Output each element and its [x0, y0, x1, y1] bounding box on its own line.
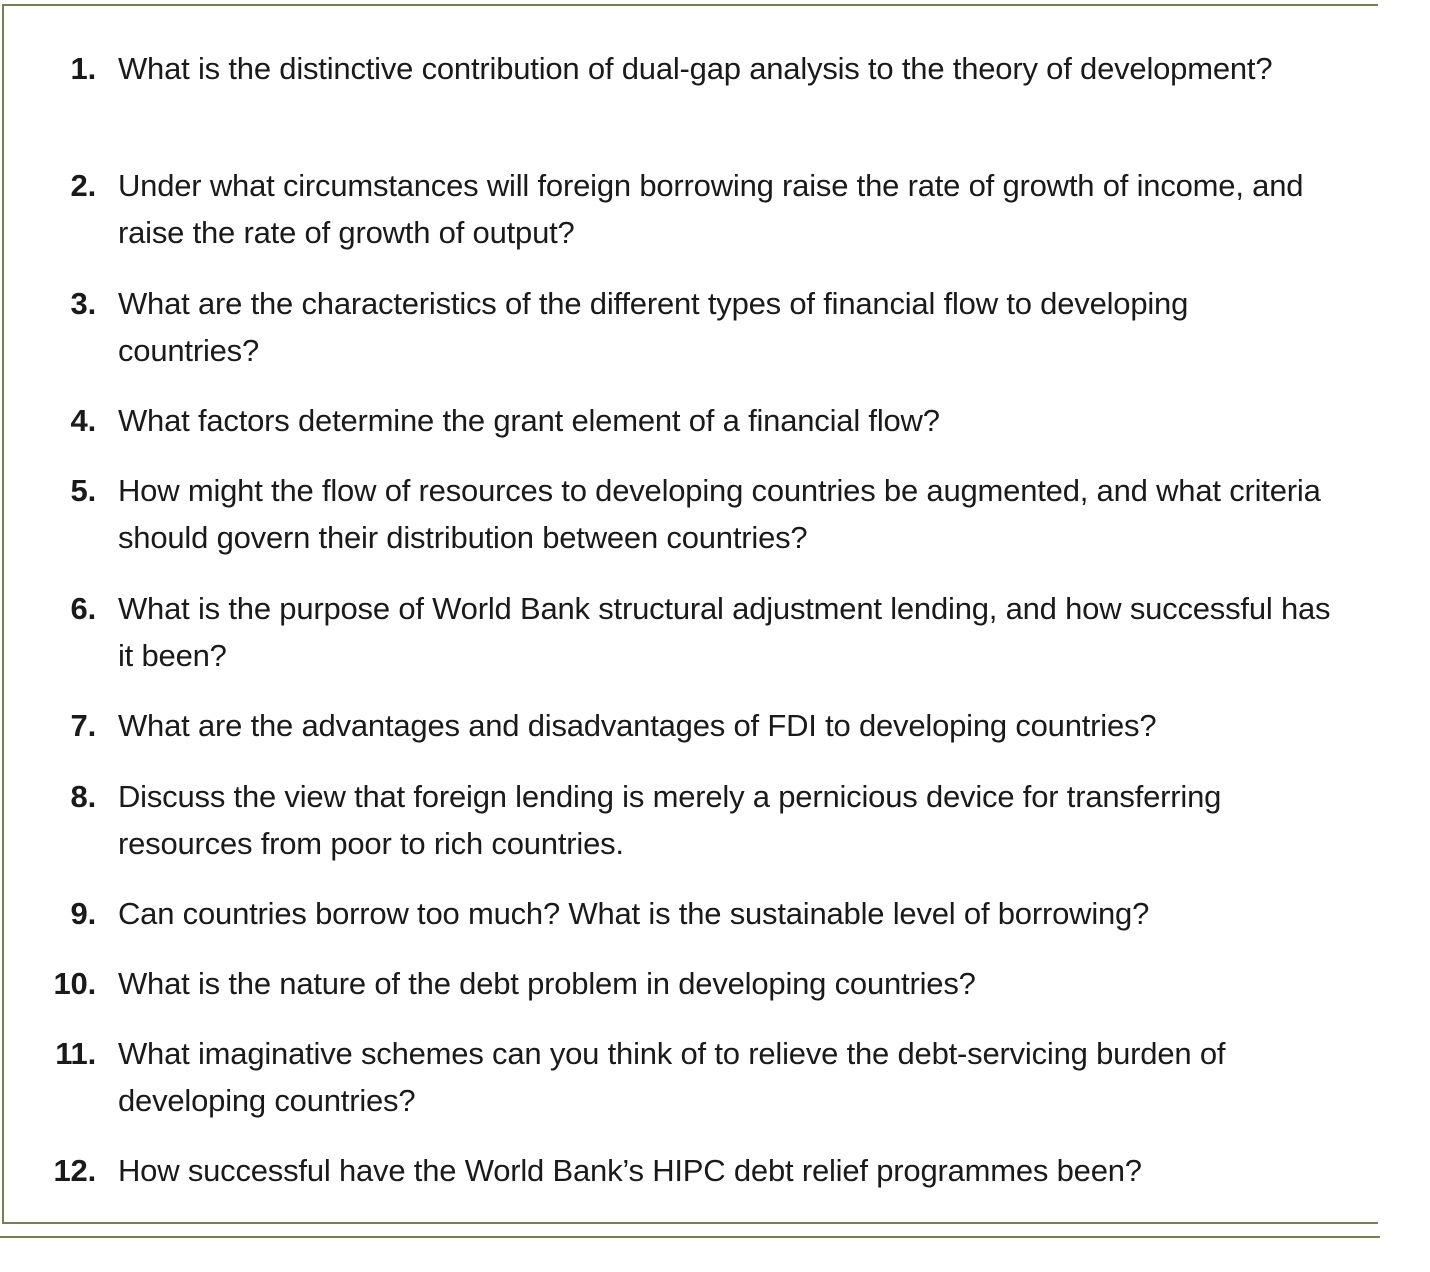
question-number: 12.	[53, 1153, 96, 1188]
question-number: 2.	[70, 168, 96, 203]
question-text: What is the distinctive contribution of dual-gap analysis to the theory of development?	[118, 51, 1273, 86]
question-number: 10.	[53, 966, 96, 1001]
question-number: 4.	[70, 403, 96, 438]
question-number: 6.	[70, 591, 96, 626]
question-text: What is the nature of the debt problem in developing countries?	[118, 966, 976, 1001]
question-number: 8.	[70, 779, 96, 814]
question-text: What imaginative schemes can you think of to relieve the debt-servicing burden of developing countries?	[118, 1036, 1226, 1118]
bottom-rule	[0, 1236, 1380, 1238]
question-number: 7.	[70, 708, 96, 743]
question-text: What are the characteristics of the different types of financial flow to developing countries?	[118, 286, 1189, 368]
question-number: 1.	[70, 51, 96, 86]
question-text: What are the advantages and disadvantages of FDI to developing countries?	[118, 708, 1157, 743]
question-number: 3.	[70, 286, 96, 321]
question-text: How successful have the World Bank’s HIPC debt relief programmes been?	[118, 1153, 1142, 1188]
question-text: Can countries borrow too much? What is the sustainable level of borrowing?	[118, 896, 1150, 931]
question-number: 9.	[70, 896, 96, 931]
question-text: Under what circumstances will foreign borrowing raise the rate of growth of income, and raise the rate of growth of output?	[118, 168, 1304, 250]
question-text: Discuss the view that foreign lending is merely a pernicious device for transferring resources from poor to rich countries.	[118, 779, 1222, 861]
question-number: 11.	[55, 1036, 96, 1071]
question-text: What is the purpose of World Bank structural adjustment lending, and how successful has it been?	[118, 591, 1331, 673]
question-text: What factors determine the grant element of a financial flow?	[118, 403, 940, 438]
question-number: 5.	[70, 473, 96, 508]
question-text: How might the flow of resources to developing countries be augmented, and what criteria should govern their distribution between countries?	[118, 473, 1321, 555]
